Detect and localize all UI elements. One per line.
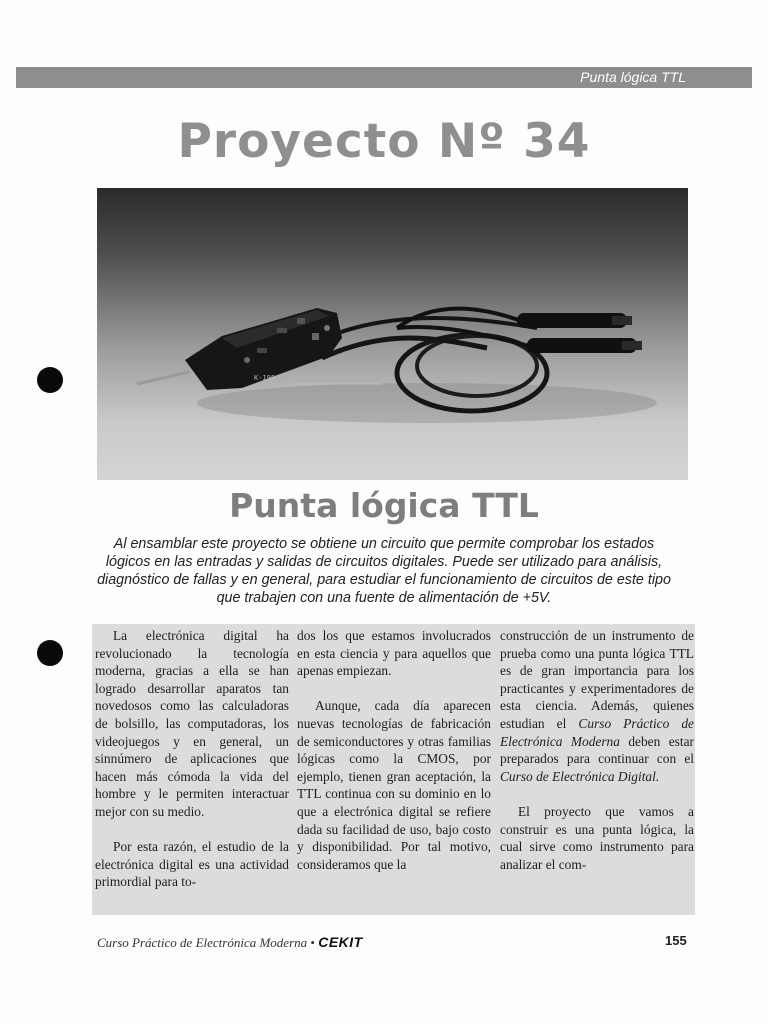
paragraph: Por esta razón, el estudio de la electrónica digital es una actividad primordial para to- xyxy=(95,839,289,890)
logic-probe-illustration xyxy=(97,188,688,480)
body-column-1 xyxy=(95,627,289,909)
footer-course xyxy=(97,934,363,951)
course-reference: Curso Práctico de Electrónica Moderna xyxy=(500,715,694,749)
brand-logo: CEKIT xyxy=(318,934,363,950)
body-text-box xyxy=(92,624,695,915)
body-column-3 xyxy=(500,627,694,891)
footer-course-title: Curso Práctico de Electrónica Moderna xyxy=(97,935,308,950)
project-photo xyxy=(97,188,688,480)
paragraph xyxy=(500,627,694,785)
paragraph: La electrónica digital ha revolucionado la tecnología moderna, gracias a ella se han logrado desarrollar aparatos tan novedosos como las calculadoras de bolsillo, las computadoras, los videojuegos y en general, un sinnúmero de aplicaciones que hacen más cómoda la vida del hombre y le permiten interactuar mejor con su medio. xyxy=(95,628,289,819)
paragraph-text: deben estar preparados para continuar con el xyxy=(500,733,694,767)
footer-separator: • xyxy=(310,935,315,950)
body-column-2 xyxy=(297,627,491,891)
paragraph: Aunque, cada día aparecen nuevas tecnologías de fabricación de semiconductores y otras familias lógicas como la CMOS, por ejemplo, tienen gran aceptación, la TTL continua con su dominio en lo que a electrónica digital se refiere dada su facilidad de uso, bajo costo y disponibilidad. Por tal motivo, consideramos que la xyxy=(297,698,491,872)
page-number: 155 xyxy=(665,933,687,948)
binder-hole xyxy=(37,367,63,393)
intro-paragraph: Al ensamblar este proyecto se obtiene un circuito que permite comprobar los estados lógicos en las entradas y salidas de circuitos digitales. Puede ser utilizado para análisis, diagnóstico de fallas y en general, para estudiar el funcionamiento de circuitos de este tipo que trabajen con una fuente de alimentación de +5V. xyxy=(97,536,671,606)
paragraph: dos los que estamos involucrados en esta ciencia y para aquellos que apenas empiezan. xyxy=(297,628,491,679)
course-reference: Curso de Electrónica Digital. xyxy=(500,768,660,784)
section-title: Punta lógica TTL xyxy=(580,69,686,85)
photo-label: K-198 xyxy=(254,374,276,382)
paragraph: El proyecto que vamos a construir es una punta lógica, la cual sirve como instrumento para analizar el com- xyxy=(500,803,694,872)
binder-hole xyxy=(37,640,63,666)
page-title: Proyecto Nº 34 xyxy=(177,114,591,169)
article-heading: Punta lógica TTL xyxy=(229,486,539,525)
section-header-band xyxy=(16,67,752,88)
paragraph-text: construcción de un instrumento de prueba como una punta lógica TTL es de gran importancia para los practicantes y experimentadores de esta ciencia. Además, quienes estudian el xyxy=(500,628,694,731)
